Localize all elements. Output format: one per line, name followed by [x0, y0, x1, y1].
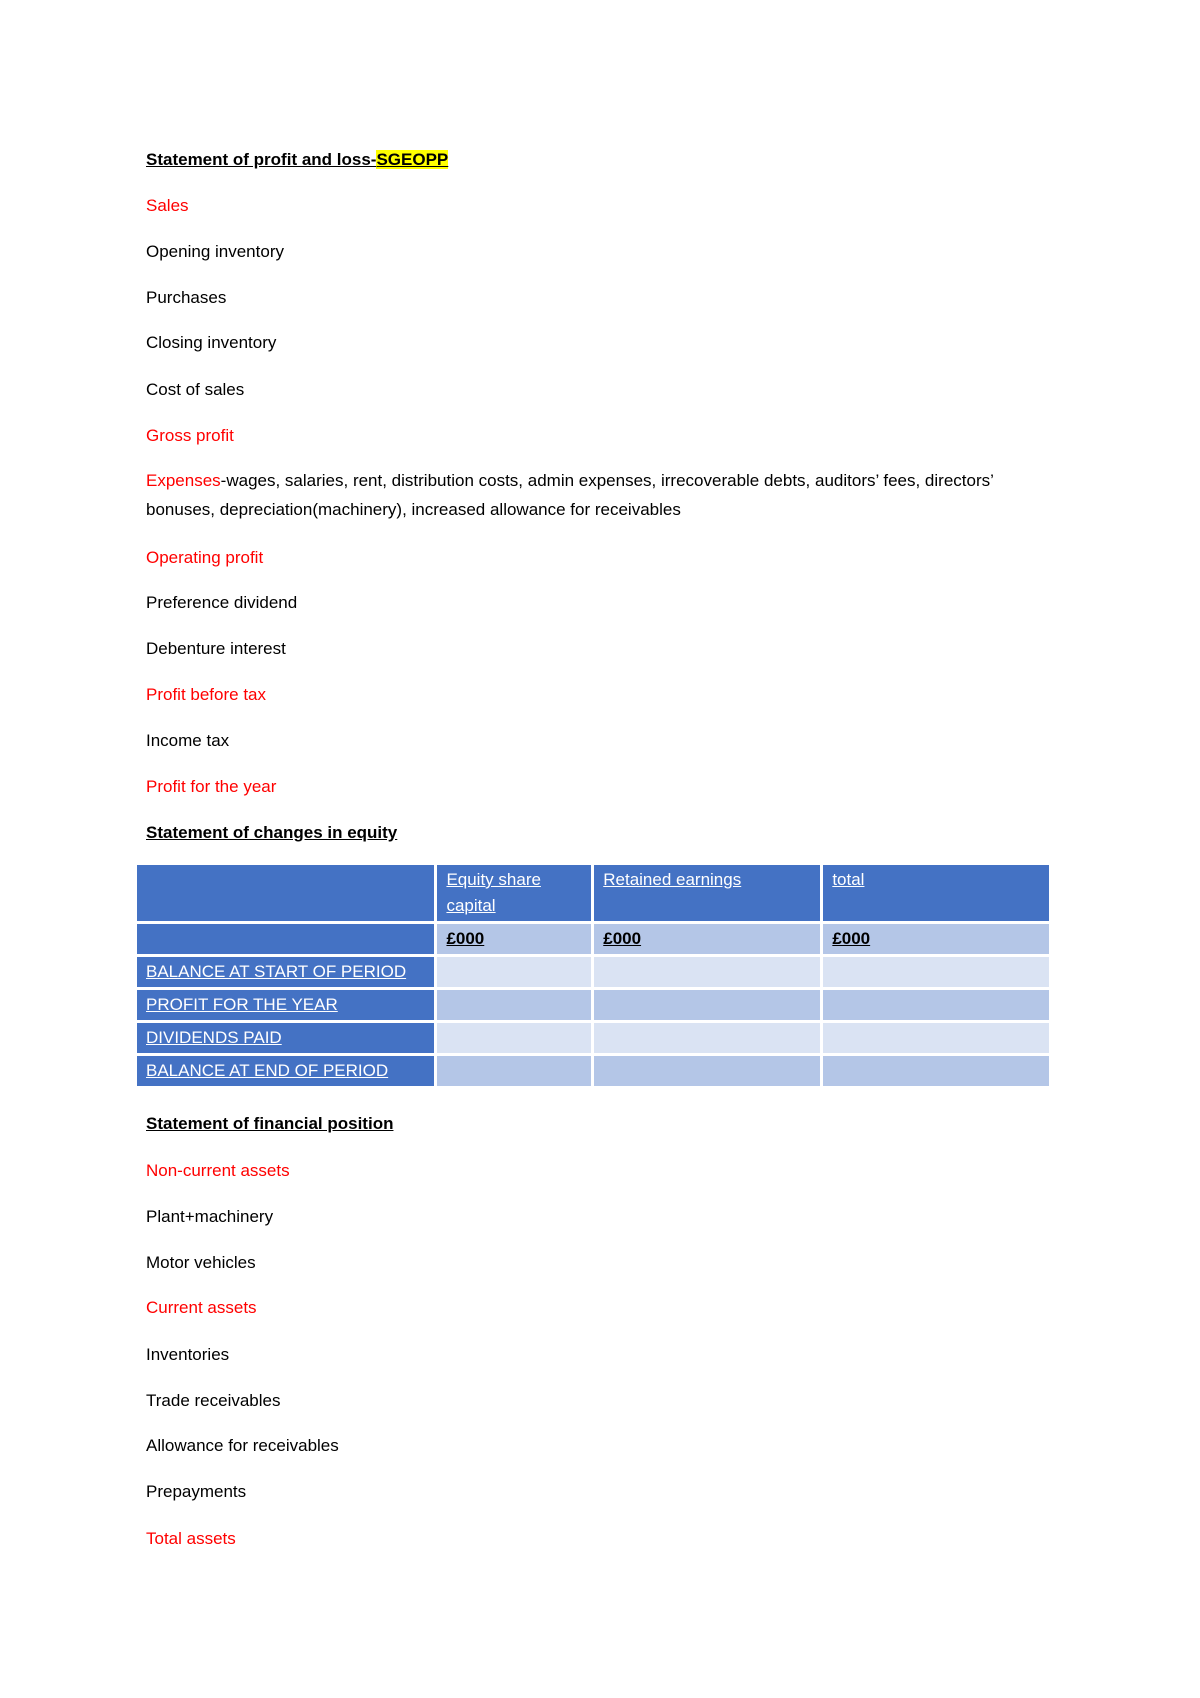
equity-heading: Statement of changes in equity	[146, 823, 398, 842]
equity-row-label: PROFIT FOR THE YEAR	[137, 990, 434, 1020]
equity-cell	[594, 1023, 820, 1053]
pl-item-closing-inventory: Closing inventory	[146, 333, 277, 352]
fp-item-current-assets: Current assets	[146, 1298, 257, 1317]
pl-item-cost-of-sales: Cost of sales	[146, 380, 245, 399]
equity-cell	[823, 990, 1049, 1020]
pl-item-opening-inventory: Opening inventory	[146, 242, 284, 261]
equity-cell	[437, 1056, 591, 1086]
equity-header-row	[137, 865, 1049, 921]
fp-item-total-assets: Total assets	[146, 1529, 236, 1548]
equity-row-label: DIVIDENDS PAID	[137, 1023, 434, 1053]
pl-item-profit-before-tax: Profit before tax	[146, 685, 267, 704]
pl-item-sales: Sales	[146, 196, 189, 215]
equity-row-balance-start	[137, 957, 1049, 987]
pl-item-operating-profit: Operating profit	[146, 548, 264, 567]
pl-expenses-label: Expenses	[146, 471, 221, 490]
equity-cell	[437, 990, 591, 1020]
fp-item-motor-vehicles: Motor vehicles	[146, 1253, 256, 1272]
equity-cell	[594, 990, 820, 1020]
equity-header-blank	[137, 865, 434, 921]
profit-loss-heading	[146, 149, 448, 171]
equity-row-label: BALANCE AT START OF PERIOD	[137, 957, 434, 987]
equity-cell	[823, 957, 1049, 987]
equity-row-balance-end	[137, 1056, 1049, 1086]
fp-item-inventories: Inventories	[146, 1345, 230, 1364]
equity-col-share-capital: Equity share capital	[437, 865, 591, 921]
equity-cell	[594, 957, 820, 987]
equity-unit-total: £000	[823, 924, 1049, 954]
equity-col-total: total	[823, 865, 1049, 921]
equity-row-dividends-paid	[137, 1023, 1049, 1053]
financial-position-heading: Statement of financial position	[146, 1114, 394, 1133]
pl-item-gross-profit: Gross profit	[146, 426, 234, 445]
equity-units-row	[137, 924, 1049, 954]
fp-item-plant-machinery: Plant+machinery	[146, 1207, 274, 1226]
pl-item-income-tax: Income tax	[146, 731, 230, 750]
fp-item-non-current-assets: Non-current assets	[146, 1161, 290, 1180]
pl-expenses-text: -wages, salaries, rent, distribution costs, admin expenses, irrecoverable debts, auditors’ fees, directors’ bonuses, depreciation(machinery), increased allowance for receivables	[146, 471, 994, 519]
pl-expenses-paragraph	[146, 466, 1046, 524]
profit-loss-heading-text: Statement of profit and loss-	[146, 150, 377, 169]
pl-item-debenture-interest: Debenture interest	[146, 639, 286, 658]
equity-unit-share-capital: £000	[437, 924, 591, 954]
pl-item-preference-dividend: Preference dividend	[146, 593, 298, 612]
equity-row-profit-for-year	[137, 990, 1049, 1020]
equity-cell	[823, 1023, 1049, 1053]
fp-item-allowance-receivables: Allowance for receivables	[146, 1436, 339, 1455]
equity-cell	[437, 1023, 591, 1053]
mnemonic-tag: SGEOPP	[376, 150, 449, 169]
pl-item-purchases: Purchases	[146, 288, 227, 307]
equity-col-retained-earnings: Retained earnings	[594, 865, 820, 921]
fp-item-prepayments: Prepayments	[146, 1482, 247, 1501]
equity-unit-retained-earnings: £000	[594, 924, 820, 954]
equity-table	[134, 862, 1052, 1089]
pl-item-profit-for-year: Profit for the year	[146, 777, 277, 796]
equity-cell	[594, 1056, 820, 1086]
fp-item-trade-receivables: Trade receivables	[146, 1391, 281, 1410]
equity-row-label: BALANCE AT END OF PERIOD	[137, 1056, 434, 1086]
equity-units-blank	[137, 924, 434, 954]
equity-cell	[437, 957, 591, 987]
equity-cell	[823, 1056, 1049, 1086]
